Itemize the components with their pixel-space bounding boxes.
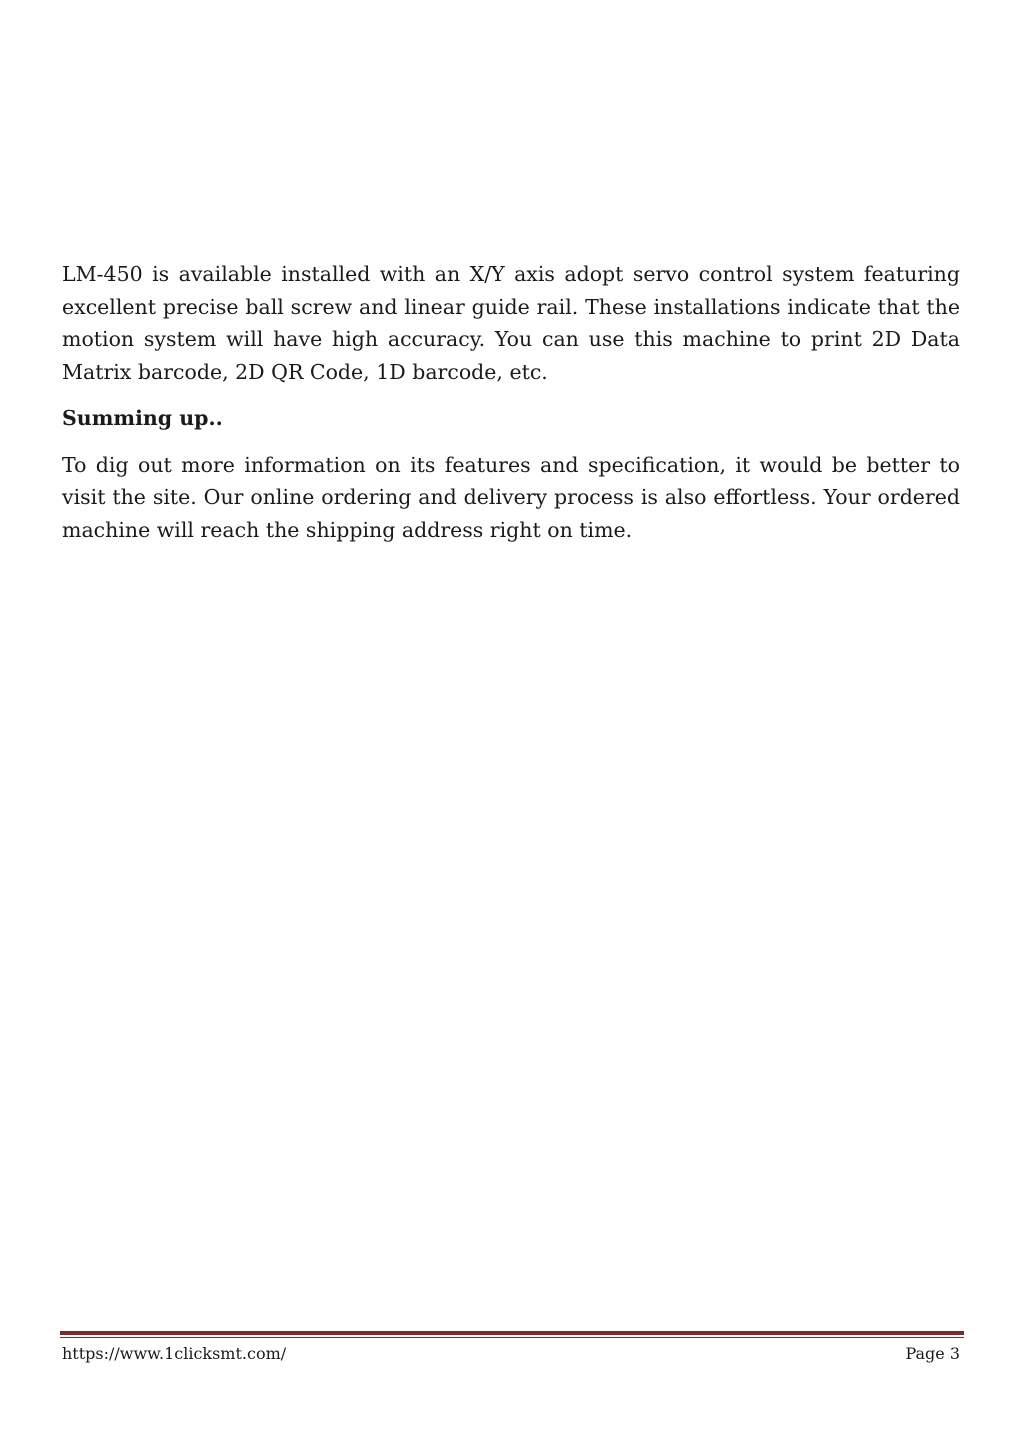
body-paragraph-1: LM-450 is available installed with an X/Y axis adopt servo control system featuring excellent precise ball screw and linear guide rail. These installations indicate that the motion system will have high accuracy. You can use this machine to print 2D Data Matrix barcode, 2D QR Code, 1D barcode, etc. xyxy=(62,262,960,384)
page-content xyxy=(62,258,960,546)
page-number: Page 3 xyxy=(905,1344,960,1363)
page-footer xyxy=(62,1344,960,1364)
section-heading: Summing up.. xyxy=(62,406,223,430)
body-paragraph-2: To dig out more information on its features and specification, it would be better to visit the site. Our online ordering and delivery process is also effortless. Your ordered machine will reach the shipping address right on time. xyxy=(62,452,960,542)
footer-url: https://www.1clicksmt.com/ xyxy=(62,1344,287,1363)
footer-divider xyxy=(60,1331,964,1338)
